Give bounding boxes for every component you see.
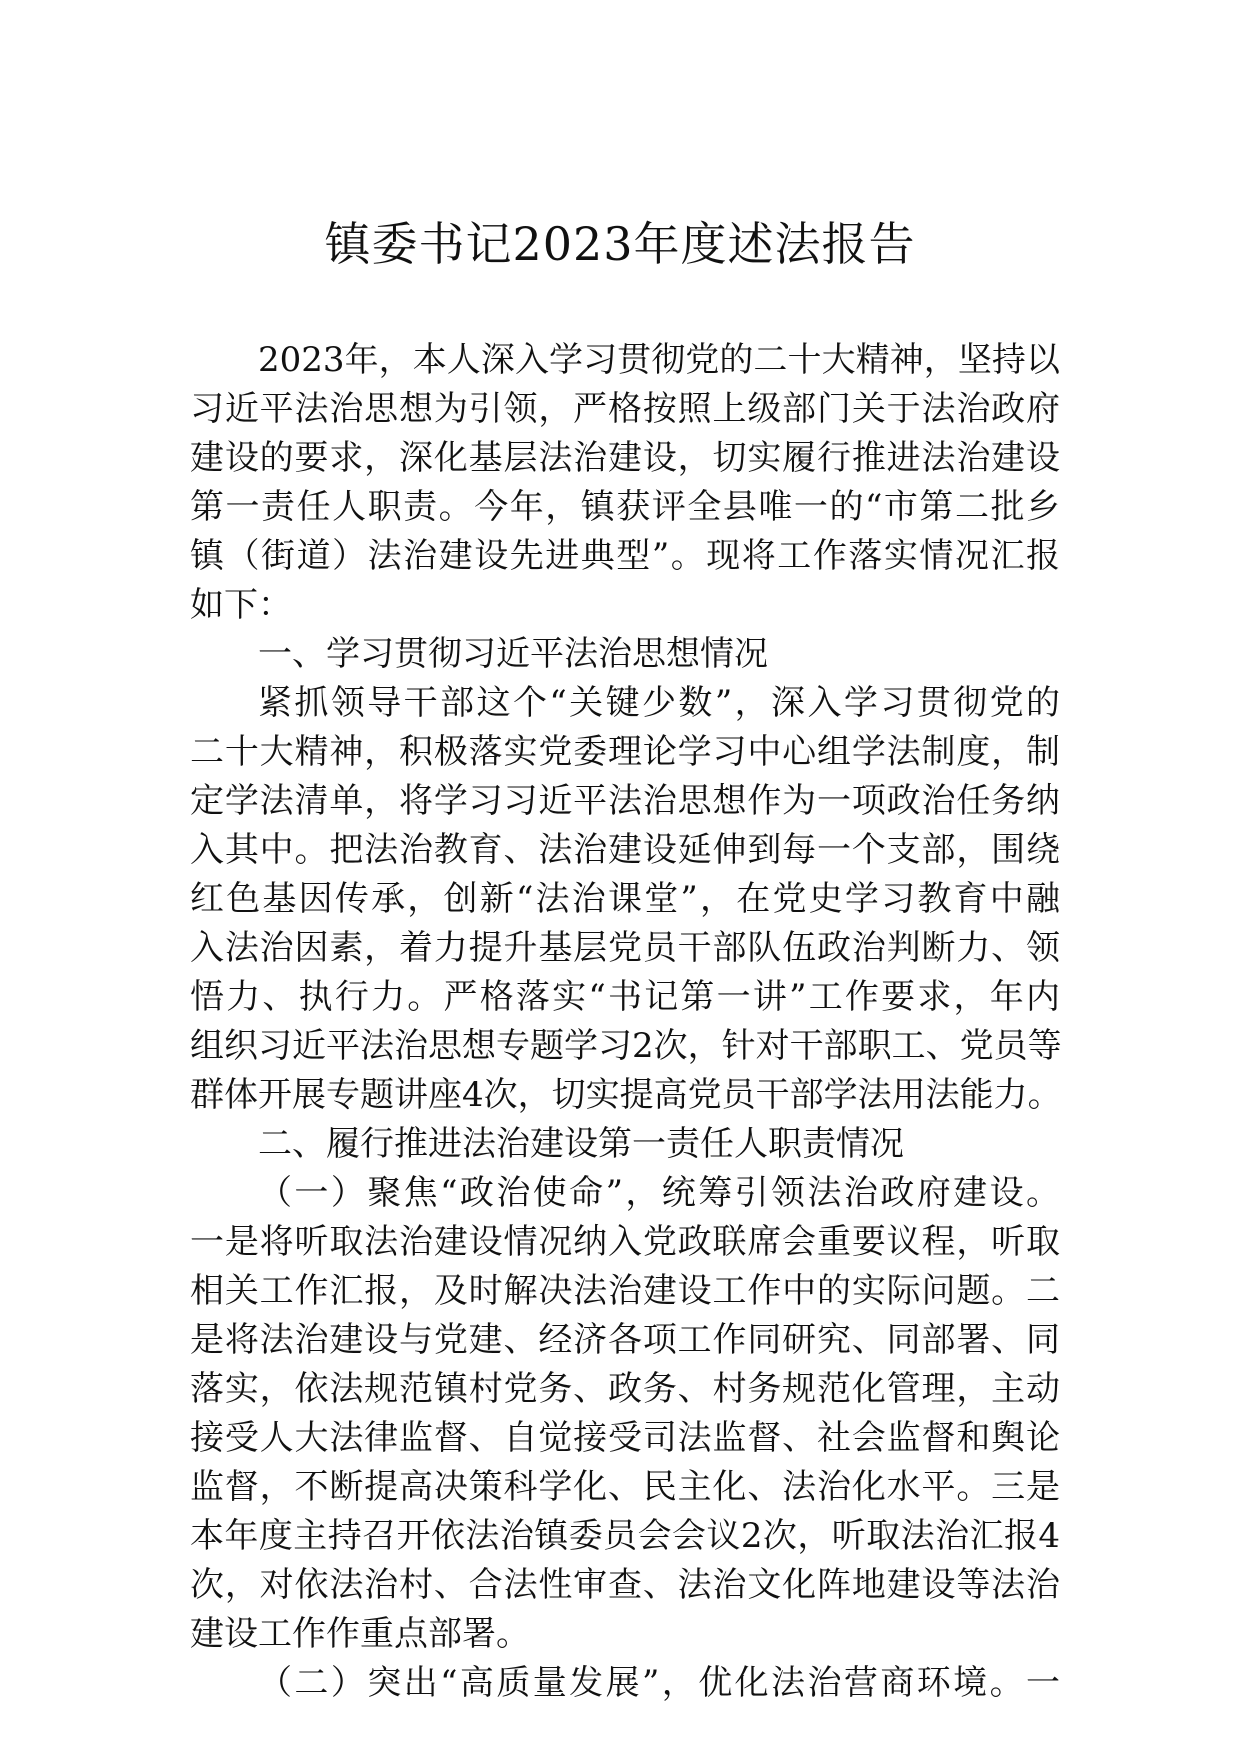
document-title: 镇委书记2023年度述法报告 <box>324 217 916 271</box>
subsection-heading-line: （一）聚焦“政治使命”，统筹引领法治政府建设。 <box>258 1173 1060 1213</box>
section-heading: 一、学习贯彻习近平法治思想情况 <box>258 634 768 674</box>
subsection-heading-line: （二）突出“高质量发展”，优化法治营商环境。一 <box>258 1663 1060 1703</box>
paragraph-line: 红色基因传承，创新“法治课堂”，在党史学习教育中融 <box>190 879 1060 919</box>
paragraph-line: 镇（街道）法治建设先进典型”。现将工作落实情况汇报 <box>190 536 1060 576</box>
paragraph-line: 2023年，本人深入学习贯彻党的二十大精神，坚持以 <box>258 340 1060 380</box>
section-heading: 二、履行推进法治建设第一责任人职责情况 <box>258 1124 904 1164</box>
paragraph-line: 群体开展专题讲座4次，切实提高党员干部学法用法能力。 <box>190 1075 1062 1115</box>
paragraph-line: 本年度主持召开依法治镇委员会会议2次，听取法治汇报4 <box>190 1516 1060 1556</box>
paragraph-line: 二十大精神，积极落实党委理论学习中心组学法制度，制 <box>190 732 1060 772</box>
paragraph-line: 接受人大法律监督、自觉接受司法监督、社会监督和舆论 <box>190 1418 1060 1458</box>
paragraph-line: 悟力、执行力。严格落实“书记第一讲”工作要求，年内 <box>190 977 1060 1017</box>
paragraph-line: 紧抓领导干部这个“关键少数”，深入学习贯彻党的 <box>258 683 1060 723</box>
paragraph-line: 建设的要求，深化基层法治建设，切实履行推进法治建设 <box>190 438 1060 478</box>
paragraph-line: 落实，依法规范镇村党务、政务、村务规范化管理，主动 <box>190 1369 1060 1409</box>
paragraph-line: 入法治因素，着力提升基层党员干部队伍政治判断力、领 <box>190 928 1060 968</box>
paragraph-line: 次，对依法治村、合法性审查、法治文化阵地建设等法治 <box>190 1565 1060 1605</box>
paragraph-line: 入其中。把法治教育、法治建设延伸到每一个支部，围绕 <box>190 830 1060 870</box>
paragraph-line: 建设工作作重点部署。 <box>190 1614 530 1654</box>
document-body <box>190 336 1060 1708</box>
paragraph-line: 如下： <box>190 585 292 625</box>
paragraph-line: 第一责任人职责。今年，镇获评全县唯一的“市第二批乡 <box>190 487 1060 527</box>
paragraph-line: 是将法治建设与党建、经济各项工作同研究、同部署、同 <box>190 1320 1060 1360</box>
paragraph-line: 组织习近平法治思想专题学习2次，针对干部职工、党员等 <box>190 1026 1062 1066</box>
paragraph-line: 习近平法治思想为引领，严格按照上级部门关于法治政府 <box>190 389 1060 429</box>
paragraph-line: 相关工作汇报，及时解决法治建设工作中的实际问题。二 <box>190 1271 1060 1311</box>
paragraph-line: 一是将听取法治建设情况纳入党政联席会重要议程，听取 <box>190 1222 1060 1262</box>
paragraph-line: 监督，不断提高决策科学化、民主化、法治化水平。三是 <box>190 1467 1060 1507</box>
paragraph-line: 定学法清单，将学习习近平法治思想作为一项政治任务纳 <box>190 781 1060 821</box>
